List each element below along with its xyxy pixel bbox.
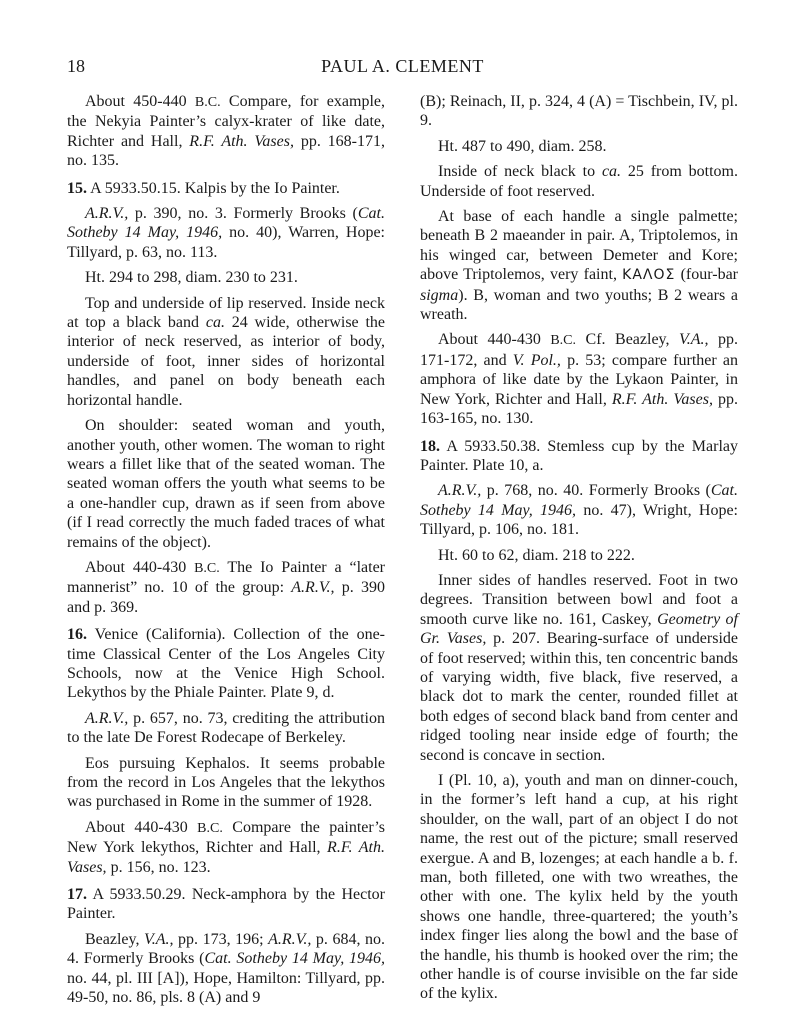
entry-heading: 16. Venice (California). Collection of the one-time Classical Center of the Los Angeles City Schools, now at the Venice High School. Lekythos by the Phiale Painter. Plate 9, d. [67, 626, 385, 702]
entry-description: Inside of neck black to ca. 25 from bottom. Underside of foot reserved. [420, 163, 739, 200]
catalog-entry-15 [67, 179, 385, 618]
catalog-entry-16 [67, 625, 385, 877]
continued-references: (B); Reinach, II, p. 324, 4 (A) = Tischbein, IV, pl. 9. [420, 93, 738, 130]
left-column [67, 92, 385, 1013]
entry-references: A.R.V., p. 768, no. 40. Formerly Brooks (Cat. Sotheby 14 May, 1946, no. 47), Wright, Hope: Tillyard, p. 106, no. 181. [420, 482, 738, 539]
entry-heading: 15. A 5933.50.15. Kalpis by the Io Painter. [67, 179, 340, 197]
continued-paragraph: About 450-440 B.C. Compare, for example, the Nekyia Painter’s calyx-krater of like date, Richter and Hall, R.F. Ath. Vases, pp. 168-171, no. 135. [67, 93, 385, 170]
catalog-entry-17 [67, 885, 385, 1007]
page-header [0, 56, 805, 80]
entry-references: Beazley, V.A., pp. 173, 196; A.R.V., p. 684, no. 4. Formerly Brooks (Cat. Sotheby 14 May, 1946, no. 44, pl. III [A]), Hope, Hamilton: Tillyard, pp. 49-50, no. 86, pls. 8 (A) and 9 [67, 930, 386, 1007]
entry-scene: On shoulder: seated woman and youth, another youth, other women. The woman to right wears a fillet like that of the seated woman. The seated woman offers the youth what seems to be a one-handler cup, drawn as if seen from above (if I read correctly the much faded traces of what remains of the object). [67, 417, 385, 551]
entry-dimensions: Ht. 294 to 298, diam. 230 to 231. [85, 269, 298, 287]
running-title: PAUL A. CLEMENT [321, 56, 484, 76]
entry-date: About 440-430 B.C. Compare the painter’s New York lekythos, Richter and Hall, R.F. Ath. Vases, p. 156, no. 123. [67, 818, 385, 876]
entry-description: Inner sides of handles reserved. Foot in two degrees. Transition between bowl and foot a smooth curve like no. 161, Caskey, Geometry of Gr. Vases, p. 207. Bearing-surface of underside of foot reserved; within this, ten concentric bands of varying width, five black, five reserved, a black dot to mark the center, rounded fillet at both edges of second black band from center and ridged tooling near inside edge of fourth; the second is concave in section. [420, 571, 739, 764]
entry-description: Top and underside of lip reserved. Inside neck at top a black band ca. 24 wide, otherwise the interior of neck reserved, as interior of body, underside of foot, inner sides of horizontal handles, and panel on body beneath each horizontal handle. [67, 294, 385, 409]
entry-references: A.R.V., p. 390, no. 3. Formerly Brooks (Cat. Sotheby 14 May, 1946, no. 40), Warren, Hope: Tillyard, p. 63, no. 113. [67, 205, 385, 261]
right-column [420, 92, 738, 1010]
entry-dimensions: Ht. 487 to 490, diam. 258. [438, 137, 607, 155]
entry-heading: 18. A 5933.50.38. Stemless cup by the Marlay Painter. Plate 10, a. [420, 437, 738, 474]
entry-references: A.R.V., p. 657, no. 73, crediting the attribution to the late De Forest Rodecape of Berkeley. [67, 709, 385, 747]
page-number: 18 [67, 56, 85, 76]
catalog-entry-18 [420, 437, 738, 1004]
entry-description: Eos pursuing Kephalos. It seems probable from the record in Los Angeles that the lekythos was purchased in Rome in the summer of 1928. [67, 754, 385, 811]
entry-date: About 440-430 B.C. Cf. Beazley, V.A., pp. 171-172, and V. Pol., p. 53; compare further an amphora of like date by the Lykaon Painter, in New York, Richter and Hall, R.F. Ath. Vases, pp. 163-165, no. 130. [420, 331, 739, 428]
entry-scene: At base of each handle a single palmette; beneath B 2 maeander in pair. A, Triptolemos, in his winged car, between Demeter and Kore; above Triptolemos, very faint, ΚΑΛΟΣ (four-bar sigma). B, woman and two youths; B 2 wears a wreath. [420, 208, 739, 324]
entry-date: About 440-430 B.C. The Io Painter a “later mannerist” no. 10 of the group: A.R.V., p. 390 and p. 369. [67, 558, 386, 616]
entry-dimensions: Ht. 60 to 62, diam. 218 to 222. [438, 546, 635, 564]
entry-scene: I (Pl. 10, a), youth and man on dinner-couch, in the former’s left hand a cup, at his right shoulder, on the wall, part of an object I do not name, the rest out of the picture; small reserved exergue. A and B, lozenges; at each handle a b. f. man, both filleted, one with two wreathes, the other with one. The kylix held by the youth shows one handle, three-quartered; the youth’s index finger lies along the bowl and the base of the handle, his thumb is hooked over the rim; the other handle is of course invisible on the far side of the kylix. [420, 772, 738, 1003]
kalos-inscription: ΚΑΛΟΣ [622, 267, 676, 284]
entry-heading: 17. A 5933.50.29. Neck-amphora by the Hector Painter. [67, 886, 385, 923]
